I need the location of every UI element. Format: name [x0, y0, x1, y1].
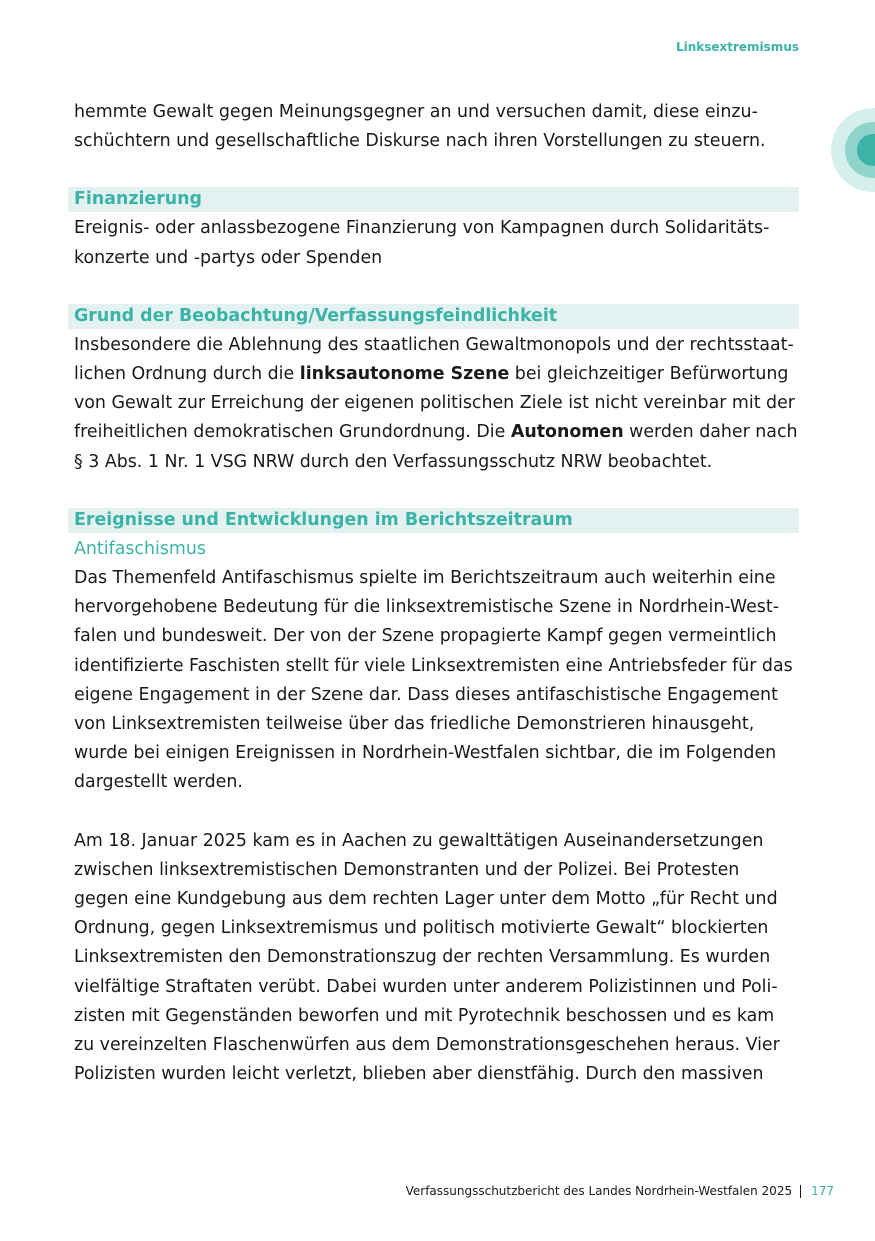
events-para2-line: zwischen linksextremistischen Demonstranten und der Polizei. Bei Protesten	[74, 859, 740, 880]
page-body	[68, 98, 799, 1089]
financing-line-2: konzerte und -partys oder Spenden	[74, 247, 383, 268]
events-para1-line: hervorgehobene Bedeutung für die linksextremistische Szene in Nordrhein-West-	[74, 597, 779, 618]
events-para2-line: Am 18. Januar 2025 kam es in Aachen zu gewalttätigen Auseinandersetzungen	[74, 830, 764, 851]
financing-line-1: Ereignis- oder anlassbezogene Finanzierung von Kampagnen durch Solidaritäts-	[74, 218, 770, 239]
grounds-line-5: § 3 Abs. 1 Nr. 1 VSG NRW durch den Verfassungsschutz NRW beobachtet.	[74, 451, 713, 472]
events-para1-line: identifizierte Faschisten stellt für viele Linksextremisten eine Antriebsfeder für das	[74, 655, 793, 676]
events-para2-line: gegen eine Kundgebung aus dem rechten Lager unter dem Motto „für Recht und	[74, 889, 778, 910]
grounds-line-1: Insbesondere die Ablehnung des staatlichen Gewaltmonopols und der rechtsstaat-	[74, 334, 794, 355]
intro-line-2: schüchtern und gesellschaftliche Diskurse nach ihren Vorstellungen zu steuern.	[74, 131, 766, 152]
events-para2-line: Polizisten wurden leicht verletzt, blieben aber dienstfähig. Durch den massiven	[74, 1064, 764, 1085]
grounds-line-4: freiheitlichen demokratischen Grundordnung. Die Autonomen werden daher nach	[74, 422, 798, 443]
events-para1-line: eigene Engagement in der Szene dar. Dass dieses antifaschistische Engagement	[74, 684, 778, 705]
page-number: 177	[811, 1184, 834, 1198]
bold-term: linksautonome Szene	[299, 364, 510, 385]
section-heading-grounds: Grund der Beobachtung/Verfassungsfeindlichkeit	[68, 304, 799, 329]
section-heading-events: Ereignisse und Entwicklungen im Berichtszeitraum	[68, 508, 799, 533]
intro-line-1: hemmte Gewalt gegen Meinungsgegner an und versuchen damit, diese einzu-	[74, 102, 758, 122]
running-title: Linksextremismus	[675, 40, 799, 54]
events-para1-line: Das Themenfeld Antifaschismus spielte im Berichtszeitraum auch weiterhin eine	[74, 568, 776, 589]
decorative-circles	[831, 108, 875, 192]
events-para1-line: dargestellt werden.	[74, 772, 243, 793]
events-para2-line: vielfältige Straftaten verübt. Dabei wurden unter anderem Polizistinnen und Poli-	[74, 976, 778, 997]
events-para1-line: von Linksextremisten teilweise über das friedliche Demonstrieren hinausgeht,	[74, 714, 755, 735]
grounds-line-2: lichen Ordnung durch die linksautonome Szene bei gleichzeitiger Befürwortung	[74, 364, 789, 385]
events-para2-line: zu vereinzelten Flaschenwürfen aus dem Demonstrationsgeschehen heraus. Vier	[74, 1035, 780, 1056]
events-para1-line: falen und bundesweit. Der von der Szene propagierte Kampf gegen vermeintlich	[74, 626, 777, 647]
events-para1-line: wurde bei einigen Ereignissen in Nordrhein-Westfalen sichtbar, die im Folgenden	[74, 743, 777, 764]
events-para2-line: Linksextremisten den Demonstrationszug der rechten Versammlung. Es wurden	[74, 947, 771, 968]
events-para2-line: zisten mit Gegenständen beworfen und mit Pyrotechnik beschossen und es kam	[74, 1005, 775, 1026]
footer-divider	[800, 1185, 801, 1198]
spacer	[68, 477, 799, 506]
publication-title: Verfassungsschutzbericht des Landes Nordrhein-Westfalen 2025	[405, 1184, 793, 1198]
events-para2-line: Ordnung, gegen Linksextremismus und politisch motivierte Gewalt“ blockierten	[74, 918, 769, 939]
grounds-line-3: von Gewalt zur Erreichung der eigenen politischen Ziele ist nicht vereinbar mit der	[74, 393, 795, 414]
spacer	[68, 156, 799, 185]
spacer	[68, 798, 799, 827]
subheading-antifascism: Antifaschismus	[74, 538, 206, 559]
bold-term: Autonomen	[510, 422, 624, 443]
spacer	[68, 273, 799, 302]
section-heading-financing: Finanzierung	[68, 187, 799, 212]
page-footer	[406, 1184, 834, 1198]
